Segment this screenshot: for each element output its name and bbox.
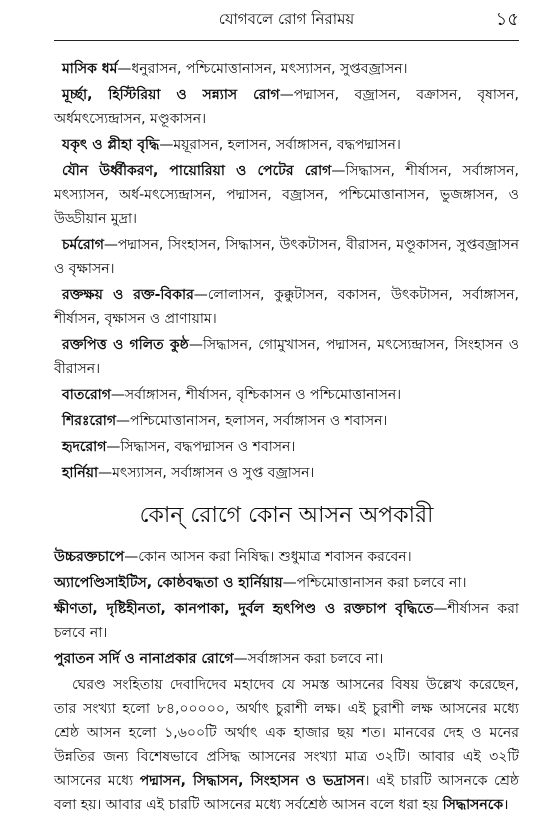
entry-text: —সর্বাঙ্গাসন করা চলবে না।: [233, 651, 384, 667]
entry-cold: [54, 647, 519, 671]
page-number: ১৫: [495, 9, 519, 30]
entry-term: রক্তক্ষয় ও রক্ত-বিকার: [62, 287, 194, 303]
paragraph-bold: সিদ্ধাসনকে: [442, 797, 504, 813]
entry-text: —লোলাসন, কুক্কুটাসন, বকাসন, উৎকটাসন, সর্বাঙ্গাসন, শীর্ষাসন, বৃক্ষাসন ও প্রাণায়াম।: [54, 287, 519, 327]
entry-text: —সিদ্ধাসন, গোমুখাসন, পদ্মাসন, মৎস্যেন্দ্রাসন, সিংহাসন ও বীরাসন।: [54, 337, 520, 377]
entry-stomach: [54, 159, 519, 231]
entry-term: ক্ষীণতা, দৃষ্টিহীনতা, কানপাকা, দুর্বল হৃৎপিণ্ড ও রক্তচাপ বৃদ্ধিতে: [54, 601, 434, 617]
beneficial-asanas-list: [54, 57, 519, 485]
page-header: [54, 0, 519, 41]
entry-term: বাতরোগ: [62, 387, 111, 403]
entry-weakness: [54, 597, 519, 645]
entry-hysteria: [54, 83, 519, 131]
entry-blood: [54, 283, 519, 331]
entry-text: —পদ্মাসন, বজ্রাসন, বক্রাসন, বৃষাসন, অর্ধমৎস্যেন্দ্রাসন, মণ্ডূকাসন।: [54, 87, 519, 127]
entry-leprosy: [54, 333, 519, 381]
paragraph-text: ।: [503, 797, 509, 813]
entry-text: —সিদ্ধাসন, শীর্ষাসন, সর্বাঙ্গাসন, মৎস্যাসন, অর্ধ-মৎস্যেন্দ্রাসন, পদ্মাসন, বজ্রাসন, পশ্চিমোত্তানাসন, ভুজঙ্গাসন, ও উড্ডীয়ান মুদ্রা।: [54, 163, 519, 227]
entry-menstruation: [54, 57, 519, 81]
closing-paragraph: [54, 673, 519, 817]
entry-head: [54, 409, 519, 433]
section-heading: [54, 499, 519, 533]
entry-term: হৃদরোগ: [62, 439, 107, 455]
entry-heart: [54, 435, 519, 459]
entry-liver-spleen: [54, 133, 519, 157]
entry-rheumatism: [54, 383, 519, 407]
paragraph-text: ঘেরণ্ড সংহিতায় দেবাদিদেব মহাদেব যে সমস্ত আসনের বিষয় উল্লেখ করেছেন, তার সংখ্যা হলো ৮৪,০০০০০, অর্থাৎ চুরাশী লক্ষ। এই চুরাশী লক্ষ আসনের মধ্যে শ্রেষ্ঠ আসন হলো ১,৬০০টি অর্থাৎ এক হাজার ছয় শত। মানবের দেহ ও মনের উন্নতির জন্য বিশেষভাবে প্রসিদ্ধ আসনের সংখ্যা মাত্র ৩২টি। আবার এই ৩২টি আসনের মধ্যে: [54, 677, 519, 789]
entry-high-bp: [54, 545, 519, 569]
paragraph-bold: পদ্মাসন, সিদ্ধাসন, সিংহাসন ও ভদ্রাসন: [139, 773, 365, 789]
entry-text: —ময়ূরাসন, হলাসন, সর্বাঙ্গাসন, বদ্ধপদ্মাসন।: [159, 137, 401, 153]
entry-text: —কোন আসন করা নিষিদ্ধ। শুধুমাত্র শবাসন করবেন।: [124, 549, 412, 565]
running-title: যোগবলে রোগ নিরাময়: [218, 10, 355, 28]
entry-text: —মৎস্যাসন, সর্বাঙ্গাসন ও সুপ্ত বজ্রাসন।: [98, 465, 315, 481]
harmful-asanas-list: [54, 545, 519, 671]
entry-term: যকৃৎ ও প্লীহা বৃদ্ধি: [62, 137, 160, 153]
section-heading-text: কোন্ রোগে কোন আসন অপকারী: [139, 503, 434, 528]
entry-term: রক্তপিত্ত ও গলিত কুষ্ঠ: [62, 337, 189, 353]
paragraph-text: । এই চারটি আসনকে শ্রেষ্ঠ বলা হয়। আবার এই চারটি আসনের মধ্যে সর্বশ্রেষ্ঠ আসন বলে ধরা হয়: [54, 773, 519, 813]
entry-term: উচ্চরক্তচাপে: [54, 549, 125, 565]
entry-text: —পশ্চিমোত্তানাসন করা চলবে না।: [282, 575, 467, 591]
entry-text: —সিদ্ধাসন, বদ্ধপদ্মাসন ও শবাসন।: [106, 439, 296, 455]
entry-term: অ্যাপেণ্ডিসাইটিস, কোষ্ঠবদ্ধতা ও হার্নিয়ায়: [54, 575, 283, 591]
entry-term: মাসিক ধর্ম: [62, 61, 118, 77]
entry-term: শিরঃরোগ: [62, 413, 117, 429]
entry-text: —পশ্চিমোত্তানাসন, হলাসন, সর্বাঙ্গাসন ও শবাসন।: [116, 413, 388, 429]
entry-text: —পদ্মাসন, সিংহাসন, সিদ্ধাসন, উৎকটাসন, বীরাসন, মণ্ডূকাসন, সুপ্তবজ্রাসন ও বৃক্ষাসন।: [54, 237, 519, 277]
entry-text: —সর্বাঙ্গাসন, শীর্ষাসন, বৃশ্চিকাসন ও পশ্চিমোত্তানাসন।: [110, 387, 402, 403]
entry-term: হার্নিয়া: [62, 465, 99, 481]
entry-hernia: [54, 461, 519, 485]
entry-skin: [54, 233, 519, 281]
entry-text: —ধনুরাসন, পশ্চিমোত্তানাসন, মৎস্যাসন, সুপ্তবজ্রাসন।: [117, 61, 408, 77]
entry-term: চর্মরোগ: [62, 237, 104, 253]
entry-term: মূর্চ্ছা, হিস্টিরিয়া ও সন্ন্যাস রোগ: [62, 87, 280, 103]
entry-appendicitis: [54, 571, 519, 595]
entry-text: —শীর্ষাসন করা চলবে না।: [54, 601, 519, 641]
entry-term: যৌন উর্ধ্বীকরণ, পায়োরিয়া ও পেটের রোগ: [62, 163, 332, 179]
entry-term: পুরাতন সর্দি ও নানাপ্রকার রোগে: [54, 651, 234, 667]
